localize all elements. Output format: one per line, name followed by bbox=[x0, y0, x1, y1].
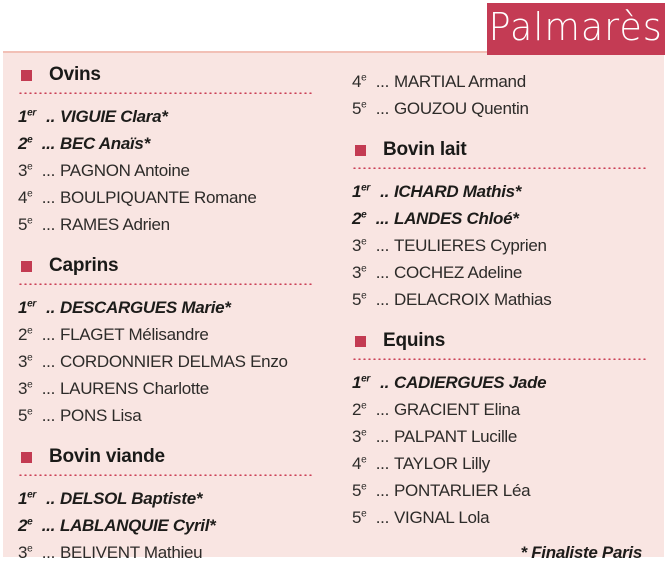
entry-name: DESCARGUES Marie* bbox=[60, 298, 231, 317]
entry-row bbox=[18, 375, 312, 402]
section bbox=[352, 329, 646, 531]
dotted-rule bbox=[18, 91, 312, 94]
entry-name: RAMES Adrien bbox=[60, 215, 170, 234]
entry-dots: .. bbox=[380, 182, 389, 201]
entry-dots: .. bbox=[380, 373, 389, 392]
dotted-rule bbox=[352, 166, 646, 169]
entry-dots: ... bbox=[41, 188, 55, 207]
entry-name: LAURENS Charlotte bbox=[60, 379, 209, 398]
section-header bbox=[352, 329, 646, 353]
section bbox=[18, 445, 312, 566]
entry-rank: 3e ... bbox=[352, 423, 394, 450]
entry-row bbox=[352, 396, 646, 423]
dotted-rule bbox=[18, 282, 312, 285]
entry-row bbox=[352, 95, 646, 122]
section bbox=[18, 254, 312, 429]
entry-row bbox=[18, 294, 312, 321]
entry-rank: 1er .. bbox=[18, 294, 60, 321]
entry-row bbox=[352, 423, 646, 450]
section-header bbox=[18, 63, 312, 87]
entry-name: VIGNAL Lola bbox=[394, 508, 490, 527]
entry-name: FLAGET Mélisandre bbox=[60, 325, 209, 344]
entry-name: PALPANT Lucille bbox=[394, 427, 518, 446]
entry-row bbox=[18, 539, 312, 566]
entry-dots: ... bbox=[41, 379, 55, 398]
entry-row bbox=[18, 321, 312, 348]
entry-dots: ... bbox=[41, 516, 55, 535]
entry-row bbox=[352, 205, 646, 232]
entry-name: DELACROIX Mathias bbox=[394, 290, 552, 309]
entry-name: ICHARD Mathis* bbox=[394, 182, 522, 201]
entry-name: TAYLOR Lilly bbox=[394, 454, 490, 473]
section-title: Caprins bbox=[49, 255, 119, 276]
section bbox=[352, 138, 646, 313]
section-title: Ovins bbox=[49, 64, 101, 85]
entry-row bbox=[18, 211, 312, 238]
entry-dots: ... bbox=[41, 325, 55, 344]
footnote: * Finaliste Paris bbox=[520, 543, 642, 562]
entry-rank: 5e ... bbox=[352, 286, 394, 313]
entry-name: TEULIERES Cyprien bbox=[394, 236, 547, 255]
entry-rank: 2e ... bbox=[18, 512, 60, 539]
entry-name: LANDES Chloé* bbox=[394, 209, 519, 228]
bullet-square-icon bbox=[21, 261, 32, 272]
entry-name: PAGNON Antoine bbox=[60, 161, 190, 180]
entry-dots: ... bbox=[41, 406, 55, 425]
entry-name: BOULPIQUANTE Romane bbox=[60, 188, 257, 207]
entry-rank: 2e ... bbox=[352, 205, 394, 232]
bullet-square-icon bbox=[355, 145, 366, 156]
entry-rank: 5e ... bbox=[352, 477, 394, 504]
column-right bbox=[352, 63, 646, 566]
entry-row bbox=[18, 103, 312, 130]
entry-dots: .. bbox=[46, 489, 55, 508]
entry-name: VIGUIE Clara* bbox=[60, 107, 168, 126]
entry-row bbox=[18, 184, 312, 211]
section bbox=[18, 63, 312, 238]
entry-rank: 3e ... bbox=[352, 232, 394, 259]
entry-row bbox=[18, 402, 312, 429]
entry-name: LABLANQUIE Cyril* bbox=[60, 516, 216, 535]
entry-dots: ... bbox=[41, 543, 55, 562]
entry-name: COCHEZ Adeline bbox=[394, 263, 523, 282]
palmares-banner bbox=[487, 3, 665, 55]
entry-rank: 1er .. bbox=[352, 369, 394, 396]
entry-rank: 3e ... bbox=[18, 539, 60, 566]
dotted-rule bbox=[18, 473, 312, 476]
entry-row bbox=[352, 477, 646, 504]
entry-name: BELIVENT Mathieu bbox=[60, 543, 203, 562]
section-title: Equins bbox=[383, 330, 446, 351]
entry-rank: 3e ... bbox=[18, 157, 60, 184]
section-header bbox=[18, 445, 312, 469]
entry-dots: ... bbox=[375, 427, 389, 446]
entry-dots: ... bbox=[375, 236, 389, 255]
entry-name: CADIERGUES Jade bbox=[394, 373, 547, 392]
entry-rank: 4e ... bbox=[18, 184, 60, 211]
entry-dots: ... bbox=[41, 134, 55, 153]
entry-name: CORDONNIER DELMAS Enzo bbox=[60, 352, 288, 371]
entry-row bbox=[18, 130, 312, 157]
entry-dots: .. bbox=[46, 107, 55, 126]
entry-row bbox=[352, 232, 646, 259]
column-left bbox=[18, 63, 312, 566]
entry-row bbox=[18, 348, 312, 375]
entry-rank: 3e ... bbox=[352, 259, 394, 286]
entry-row bbox=[352, 369, 646, 396]
entry-row bbox=[352, 259, 646, 286]
entry-dots: ... bbox=[375, 263, 389, 282]
entry-rank: 5e ... bbox=[18, 402, 60, 429]
entry-name: PONTARLIER Léa bbox=[394, 481, 531, 500]
entry-rank: 2e ... bbox=[18, 130, 60, 157]
entry-row bbox=[352, 68, 646, 95]
entry-rank: 4e ... bbox=[352, 68, 394, 95]
entry-rank: 5e ... bbox=[352, 95, 394, 122]
entry-rank: 2e ... bbox=[18, 321, 60, 348]
entry-dots: ... bbox=[375, 481, 389, 500]
bullet-square-icon bbox=[21, 70, 32, 81]
bullet-square-icon bbox=[355, 336, 366, 347]
section-title: Bovin viande bbox=[49, 446, 165, 467]
entry-rank: 4e ... bbox=[352, 450, 394, 477]
entry-rank: 5e ... bbox=[352, 504, 394, 531]
bullet-square-icon bbox=[21, 452, 32, 463]
entry-dots: ... bbox=[375, 99, 389, 118]
columns-wrapper bbox=[3, 53, 664, 566]
entry-dots: ... bbox=[375, 209, 389, 228]
dotted-rule bbox=[352, 357, 646, 360]
entry-rank: 1er .. bbox=[18, 103, 60, 130]
entry-row bbox=[352, 504, 646, 531]
section-continuation bbox=[352, 68, 646, 122]
entry-name: MARTIAL Armand bbox=[394, 72, 526, 91]
entry-rank: 2e ... bbox=[352, 396, 394, 423]
entry-row bbox=[352, 286, 646, 313]
entry-row bbox=[18, 512, 312, 539]
entry-dots: ... bbox=[41, 215, 55, 234]
entry-rank: 1er .. bbox=[18, 485, 60, 512]
entry-name: GOUZOU Quentin bbox=[394, 99, 529, 118]
entry-dots: ... bbox=[375, 72, 389, 91]
entry-rank: 5e ... bbox=[18, 211, 60, 238]
entry-name: GRACIENT Elina bbox=[394, 400, 520, 419]
entry-row bbox=[352, 178, 646, 205]
entry-name: BEC Anaïs* bbox=[60, 134, 150, 153]
section-header bbox=[18, 254, 312, 278]
entry-rank: 3e ... bbox=[18, 348, 60, 375]
entry-rank: 1er .. bbox=[352, 178, 394, 205]
entry-dots: ... bbox=[375, 290, 389, 309]
entry-name: PONS Lisa bbox=[60, 406, 142, 425]
entry-dots: ... bbox=[375, 508, 389, 527]
palmares-title: Palmarès bbox=[488, 5, 664, 49]
entry-dots: ... bbox=[41, 161, 55, 180]
section-header bbox=[352, 138, 646, 162]
entry-row bbox=[18, 157, 312, 184]
entry-dots: .. bbox=[46, 298, 55, 317]
entry-dots: ... bbox=[375, 454, 389, 473]
entry-rank: 3e ... bbox=[18, 375, 60, 402]
entry-dots: ... bbox=[375, 400, 389, 419]
entry-name: DELSOL Baptiste* bbox=[60, 489, 203, 508]
section-title: Bovin lait bbox=[383, 139, 467, 160]
entry-row bbox=[18, 485, 312, 512]
results-panel bbox=[3, 51, 664, 562]
entry-dots: ... bbox=[41, 352, 55, 371]
entry-row bbox=[352, 450, 646, 477]
